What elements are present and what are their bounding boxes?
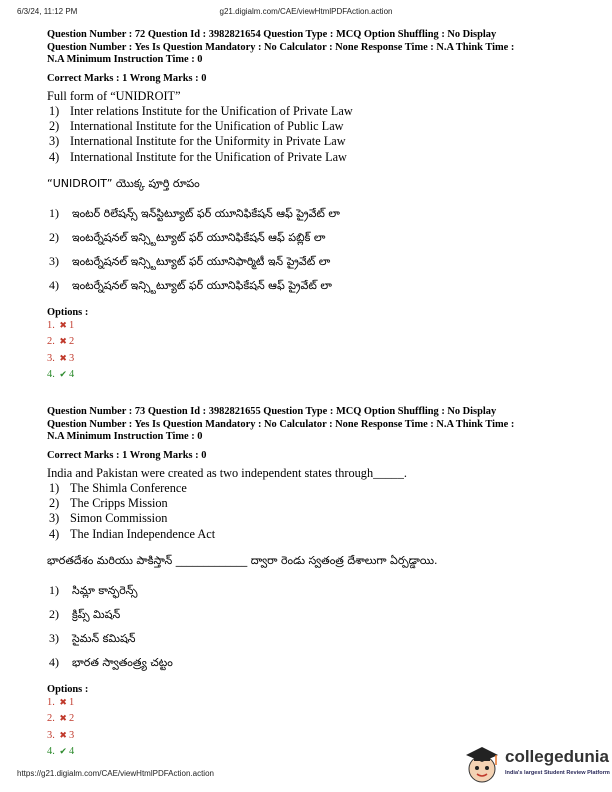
option-text: The Shimla Conference — [70, 480, 187, 495]
question-meta-line: Question Number : 73 Question Id : 3982821655 Question Type : MCQ Option Shuffling : No Display — [47, 406, 497, 417]
option-number: 1) — [49, 205, 59, 220]
choice-value: 4 — [68, 369, 75, 381]
choice-value: 4 — [68, 746, 75, 758]
choice-index: 3. — [47, 729, 55, 741]
choice-value: 1 — [68, 696, 75, 708]
english-option — [47, 496, 567, 511]
english-option — [47, 481, 567, 496]
option-number: 4) — [49, 277, 59, 292]
choice-index: 3. — [47, 352, 55, 364]
option-number: 1) — [49, 480, 60, 495]
collegedunia-logo — [461, 743, 609, 785]
option-text: Inter relations Institute for the Unification of Private Law — [70, 103, 353, 118]
option-number: 3) — [49, 253, 59, 268]
cross-icon: ✖ — [59, 337, 67, 348]
choice-value: 2 — [68, 336, 75, 348]
cross-icon: ✖ — [59, 697, 67, 708]
cross-icon: ✖ — [59, 353, 67, 364]
telugu-option — [47, 249, 567, 273]
telugu-option — [47, 578, 567, 602]
choice-value: 3 — [68, 352, 75, 364]
english-question — [47, 89, 567, 165]
question-stem-telugu: భారతదేశం మరియు పాకిస్తాన్ _____________ ద్వారా రెండు స్వతంత్ర దేశాలుగా ఏర్పడ్డాయి. — [47, 553, 438, 567]
option-text: International Institute for the Unification of Public Law — [70, 119, 344, 134]
question-meta-line: N.A Minimum Instruction Time : 0 — [47, 431, 203, 443]
option-text: Simon Commission — [70, 511, 168, 526]
logo-brand-text: collegedunia — [505, 747, 609, 766]
question-meta-line: Question Number : 72 Question Id : 3982821654 Question Type : MCQ Option Shuffling : No Display — [47, 29, 497, 40]
question-block-73 — [47, 406, 567, 761]
option-number: 4) — [49, 526, 60, 541]
question-meta — [47, 406, 567, 444]
question-stem-telugu: “UNIDROIT” యొక్క పూర్తి రూపం — [47, 176, 200, 190]
answer-choice — [47, 351, 567, 368]
check-icon: ✔ — [59, 370, 67, 381]
telugu-option — [47, 626, 567, 650]
mascot-icon — [461, 743, 503, 785]
choice-index: 4. — [47, 369, 55, 381]
print-header-url: g21.digialm.com/CAE/viewHtmlPDFAction.action — [219, 7, 393, 16]
option-text: ఇంటర్ రిలేషన్స్ ఇన్‌స్టిట్యూట్ ఫర్ యూనిఫికేషన్ ఆఫ్ ప్రైవేట్ లా — [72, 206, 340, 220]
option-text: ఇంటర్నేషనల్ ఇన్స్టిట్యూట్ ఫర్ యూనిఫికేషన్ ఆఫ్ పబ్లిక్ లా — [72, 230, 326, 244]
english-option — [47, 104, 567, 119]
telugu-question — [47, 554, 567, 674]
option-number: 1) — [49, 103, 60, 118]
options-heading: Options : — [47, 683, 89, 695]
telugu-option — [47, 225, 567, 249]
option-number: 3) — [49, 630, 59, 645]
marks-info: Correct Marks : 1 Wrong Marks : 0 — [47, 449, 207, 461]
question-meta — [47, 29, 567, 67]
option-text: The Indian Independence Act — [70, 526, 216, 541]
logo-tagline: India's largest Student Review Platform — [505, 770, 610, 776]
option-text: భారత స్వాతంత్ర్య చట్టం — [72, 655, 173, 669]
option-text: International Institute for the Uniformity in Private Law — [70, 134, 346, 149]
english-option — [47, 134, 567, 149]
answer-choice — [47, 318, 567, 335]
option-number: 4) — [49, 654, 59, 669]
cross-icon: ✖ — [59, 714, 67, 725]
answer-choice — [47, 695, 567, 712]
cross-icon: ✖ — [59, 320, 67, 331]
marks-info: Correct Marks : 1 Wrong Marks : 0 — [47, 72, 207, 84]
english-option — [47, 527, 567, 542]
option-number: 3) — [49, 134, 60, 149]
telugu-option — [47, 602, 567, 626]
telugu-option — [47, 273, 567, 297]
question-block-72 — [47, 29, 567, 384]
telugu-option — [47, 650, 567, 674]
choice-index: 1. — [47, 696, 55, 708]
option-number: 1) — [49, 582, 59, 597]
english-option — [47, 511, 567, 526]
question-stem: Full form of “UNIDROIT” — [47, 88, 181, 103]
option-number: 4) — [49, 149, 60, 164]
choice-value: 1 — [68, 319, 75, 331]
check-icon: ✔ — [59, 747, 67, 758]
answer-choice — [47, 711, 567, 728]
question-meta-line: N.A Minimum Instruction Time : 0 — [47, 54, 203, 66]
answer-choice — [47, 334, 567, 351]
option-number: 2) — [49, 496, 60, 511]
english-option — [47, 150, 567, 165]
option-text: క్రిప్స్ మిషన్ — [72, 607, 121, 621]
option-text: సిమ్లా కాన్ఫరెన్స్ — [72, 583, 138, 597]
answer-choice — [47, 728, 567, 745]
question-meta-line: Question Number : Yes Is Question Mandatory : No Calculator : None Response Time : N.A Think Time : — [47, 41, 515, 53]
print-footer-url: https://g21.digialm.com/CAE/viewHtmlPDFAction.action — [17, 769, 214, 778]
cross-icon: ✖ — [59, 730, 67, 741]
choice-index: 2. — [47, 336, 55, 348]
question-meta-line: Question Number : Yes Is Question Mandatory : No Calculator : None Response Time : N.A Think Time : — [47, 418, 515, 430]
option-number: 2) — [49, 229, 59, 244]
option-number: 2) — [49, 119, 60, 134]
choice-value: 3 — [68, 729, 75, 741]
option-number: 3) — [49, 511, 60, 526]
option-text: ఇంటర్నేషనల్ ఇన్స్టిట్యూట్ ఫర్ యూనిఫికేషన్ ఆఫ్ ప్రైవేట్ లా — [72, 278, 332, 292]
print-datetime: 6/3/24, 11:12 PM — [17, 7, 78, 16]
choice-value: 2 — [68, 713, 75, 725]
english-option — [47, 119, 567, 134]
question-stem: India and Pakistan were created as two independent states through_____. — [47, 465, 407, 480]
options-heading: Options : — [47, 306, 89, 318]
telugu-option — [47, 201, 567, 225]
option-text: The Cripps Mission — [70, 496, 168, 511]
answer-choice-correct — [47, 367, 567, 384]
choice-index: 2. — [47, 713, 55, 725]
choice-index: 4. — [47, 746, 55, 758]
option-text: International Institute for the Unification of Private Law — [70, 149, 347, 164]
telugu-question — [47, 177, 567, 297]
option-number: 2) — [49, 606, 59, 621]
option-text: ఇంటర్నేషనల్ ఇన్స్టిట్యూట్ ఫర్ యూనిఫార్మిటీ ఇన్ ప్రైవేట్ లా — [72, 254, 331, 268]
english-question — [47, 466, 567, 542]
option-text: సైమన్ కమిషన్ — [72, 631, 136, 645]
choice-index: 1. — [47, 319, 55, 331]
